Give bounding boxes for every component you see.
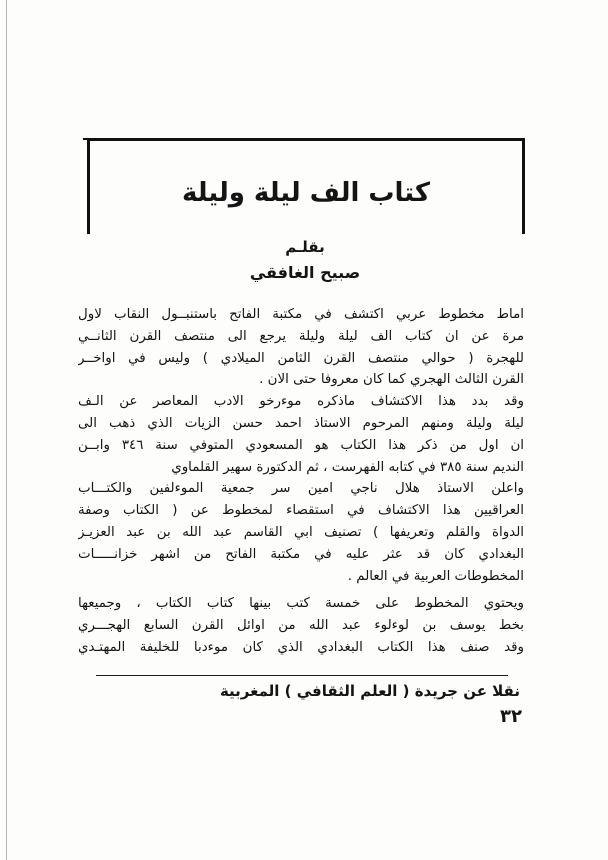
text-line: بخط يوسف بن لوءلوء عبد الله من اوائل القرن السابع الهجـــري — [78, 618, 524, 634]
text-line: ليلة وليلة ومنهم المرحوم الاستاذ احمد حسن الزيات الذي ذهب الى — [78, 415, 524, 431]
article-title: كتاب الف ليلة وليلة — [181, 178, 431, 208]
page-number: ٣٢ — [500, 706, 522, 727]
source-credit: نقلا عن جريدة ( العلم الثقافي ) المغربية — [219, 682, 520, 700]
byline-label: بقلـم — [285, 238, 325, 256]
paragraph-3 — [78, 478, 524, 587]
scan-edge-line — [6, 0, 7, 860]
text-line: وقد بدد هذا الاكتشاف ماذكره موءرخو الادب المعاصر عن الـف — [78, 394, 524, 410]
text-line: للهجرة ( حوالي منتصف القرن الثامن الميلادي ) وليس في اواخــر — [78, 350, 524, 366]
author-name: صبيح الغافقي — [249, 263, 361, 282]
paragraph-2 — [78, 391, 524, 478]
frame-right-rule — [522, 138, 525, 234]
text-line: الدواة والقلم وتعريفها ) تصنيف ابي القاسم عبد الله بن عبد العزيـز — [78, 524, 524, 540]
text-line: واعلن الاستاذ هلال ناجي امين سر جمعية الموءلفين والكتـــاب — [78, 481, 524, 497]
text-line: اماط مخطوط عربي اكتشف في مكتبة الفاتح باستنبــول النقاب لاول — [78, 307, 524, 322]
text-line: ان اول من ذكر هذا الكتاب هو المسعودي المتوفي سنة ٣٤٦ وابــن — [78, 437, 524, 453]
paragraph-1 — [78, 304, 524, 391]
text-line: مرة عن ان كتاب الف ليلة وليلة يرجع الى منتصف القرن الثانــي — [78, 328, 524, 344]
footer-rule — [96, 675, 508, 676]
text-line: النديم سنة ٣٨٥ في كتابه الفهرست ، ثم الدكتورة سهير القلماوي — [171, 459, 524, 475]
text-line: ويحتوي المخطوط على خمسة كتب بينها كتاب الكتاب ، وجميعها — [78, 596, 524, 612]
text-line: البغدادي كان قد عثر عليه في مكتبة الفاتح من اشهر خزانـــــات — [78, 546, 524, 562]
text-line: وقد صنف هذا الكتاب البغدادي الذي كان موءدبا للخليفة المهتـدي — [78, 639, 524, 655]
frame-left-rule — [87, 138, 90, 234]
paragraph-4 — [78, 593, 524, 658]
text-line: المخطوطات العربية في العالم . — [347, 568, 524, 584]
frame-top-rule — [87, 138, 525, 141]
article-body — [78, 304, 524, 659]
text-line: القرن الثالث الهجري كما كان معروفا حتى الان . — [259, 372, 524, 388]
text-line: العراقيين هذا الاكتشاف في استقصاء لمخطوط عن ( الكتاب وصفة — [78, 503, 524, 519]
frame-left-tip — [83, 138, 91, 140]
